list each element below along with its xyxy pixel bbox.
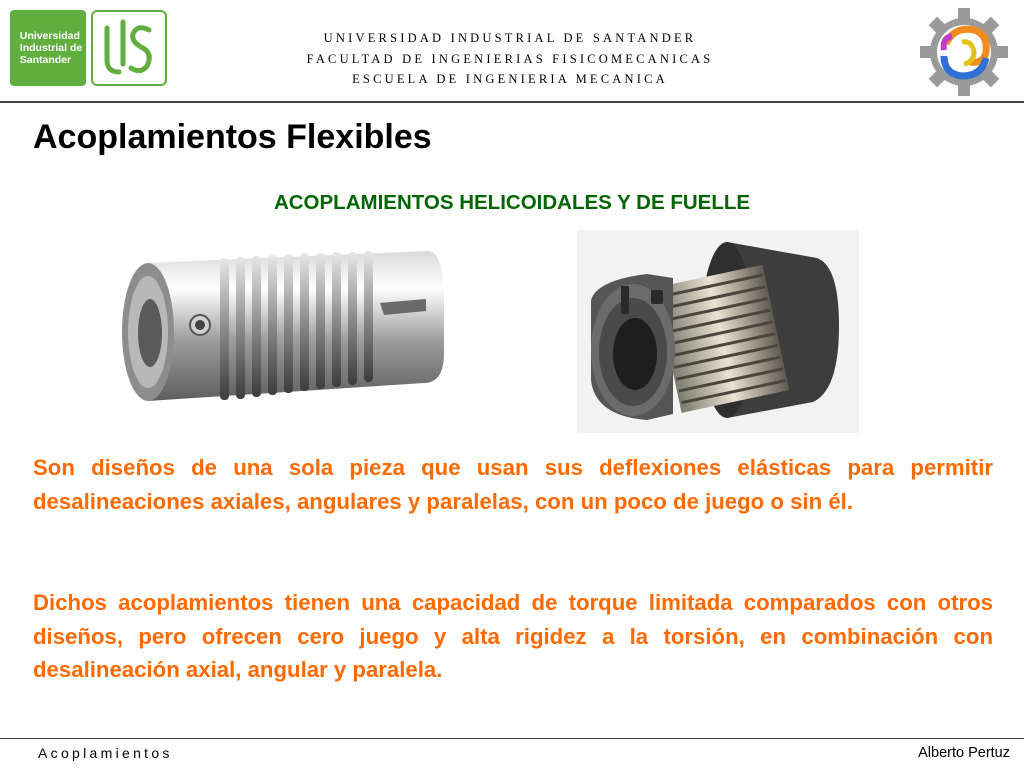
header-faculty: FACULTAD DE INGENIERIAS FISICOMECANICAS — [306, 51, 714, 66]
page-title: Acoplamientos Flexibles — [33, 118, 432, 156]
universidad-industrial-logo — [10, 10, 86, 86]
uis-monogram-icon — [93, 12, 165, 84]
paragraph-torque: Dichos acoplamientos tienen una capacidad de torque limitada comparados con otros diseños, pero ofrecen cero juego y alta rigidez a la torsión, en combinación con desalineación axial, angular y paralela. — [33, 590, 993, 682]
footer-topic: Acoplamientos — [38, 745, 173, 761]
section-subtitle: ACOPLAMIENTOS HELICOIDALES Y DE FUELLE — [273, 191, 751, 214]
header-school: ESCUELA DE INGENIERIA MECANICA — [352, 72, 668, 86]
helical-coupling-photo — [108, 233, 454, 417]
universidad-logo-text: Universidad Industrial de Santander — [19, 30, 83, 66]
bellows-coupling-photo — [577, 230, 859, 433]
header-university: UNIVERSIDAD INDUSTRIAL DE SANTANDER — [323, 31, 697, 45]
uis-mark-logo — [91, 10, 167, 86]
header-divider — [0, 101, 1024, 103]
institution-header — [240, 28, 780, 90]
paragraph-description: Son diseños de una sola pieza que usan sus deflexiones elásticas para permitir desalineaciones axiales, angulares y paralelas, con un poco de juego o sin él. — [33, 455, 993, 514]
footer-divider — [0, 738, 1024, 739]
gear-logo-icon — [918, 6, 1010, 98]
footer-author: Alberto Pertuz — [918, 745, 1010, 761]
